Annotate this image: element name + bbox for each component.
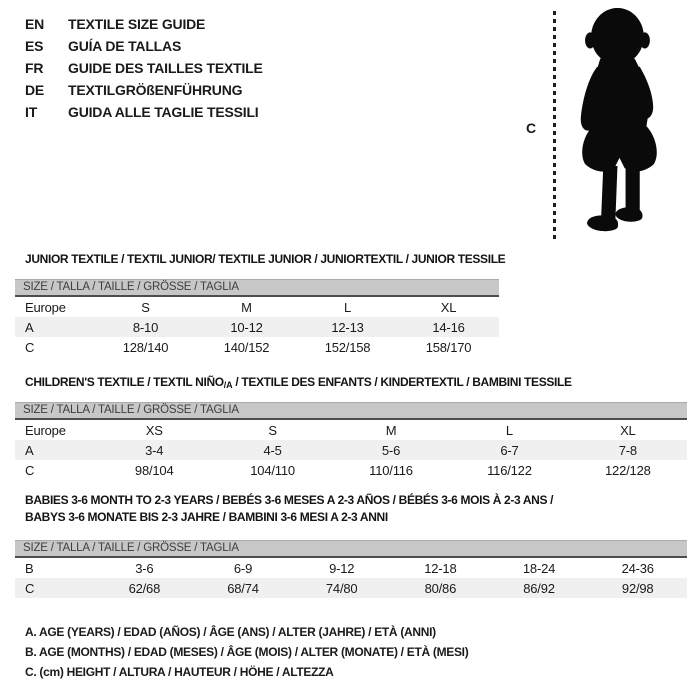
- language-code: DE: [25, 82, 45, 98]
- table-row: [15, 440, 687, 460]
- table-cell: S: [268, 422, 277, 438]
- babies-size-table: [15, 540, 687, 598]
- height-measure-figure: [520, 6, 690, 248]
- table-cell: 92/98: [621, 580, 654, 596]
- legend-line-b: B. AGE (MONTHS) / EDAD (MESES) / ÂGE (MOIS) / ALTER (MONATE) / ETÀ (MESI): [25, 645, 469, 659]
- table-cell: 10-12: [230, 319, 263, 335]
- measure-c-label: C: [526, 120, 537, 136]
- table-cell: 4-5: [263, 442, 282, 458]
- table-cell: 98/104: [134, 462, 174, 478]
- table-cell: 24-36: [621, 560, 654, 576]
- table-row: [15, 460, 687, 480]
- language-title: TEXTILGRÖßENFÜHRUNG: [68, 82, 243, 98]
- language-title: TEXTILE SIZE GUIDE: [68, 16, 206, 32]
- table-cell: XL: [440, 299, 457, 315]
- table-cell: 140/152: [223, 339, 270, 355]
- table-cell: M: [241, 299, 252, 315]
- table-cell: 3-4: [145, 442, 164, 458]
- junior-size-table: [15, 279, 499, 357]
- language-title: GUÍA DE TALLAS: [68, 38, 182, 54]
- section-title-text: / TEXTILE DES ENFANTS / KINDERTEXTIL / BAMBINI TESSILE: [232, 375, 572, 389]
- table-row: [15, 337, 499, 357]
- table-cell: XS: [145, 422, 163, 438]
- table-cell: XL: [620, 422, 636, 438]
- size-header-bar: SIZE / TALLA / TAILLE / GRÖSSE / TAGLIA: [15, 402, 687, 420]
- table-cell: 128/140: [122, 339, 169, 355]
- section-title-children: [25, 375, 572, 389]
- legend-line-c: C. (cm) HEIGHT / ALTURA / HAUTEUR / HÖHE / ALTEZZA: [25, 665, 334, 679]
- table-cell: 5-6: [381, 442, 401, 458]
- table-row: [15, 558, 687, 578]
- table-cell: 12-13: [331, 319, 364, 335]
- baby-silhouette: [564, 6, 676, 244]
- table-row: [15, 578, 687, 598]
- table-cell: 158/170: [425, 339, 472, 355]
- table-cell: 9-12: [329, 560, 355, 576]
- row-label: C: [25, 580, 35, 596]
- row-label: B: [25, 560, 34, 576]
- height-measure-dashed-line: [553, 11, 556, 241]
- table-row: [15, 420, 687, 440]
- table-cell: 6-9: [233, 560, 253, 576]
- table-row: [15, 297, 499, 317]
- list-item: [25, 13, 263, 35]
- row-label: Europe: [25, 422, 66, 438]
- row-label: C: [25, 339, 35, 355]
- table-cell: 152/158: [324, 339, 371, 355]
- table-cell: 12-18: [424, 560, 457, 576]
- size-header-bar: SIZE / TALLA / TAILLE / GRÖSSE / TAGLIA: [15, 540, 687, 558]
- list-item: [25, 35, 263, 57]
- section-title-babies: [25, 492, 553, 526]
- table-cell: 80/86: [424, 580, 457, 596]
- section-title-subscript: /A: [223, 380, 233, 390]
- table-cell: L: [343, 299, 352, 315]
- size-header-bar: SIZE / TALLA / TAILLE / GRÖSSE / TAGLIA: [15, 279, 499, 297]
- table-cell: 110/116: [369, 462, 413, 478]
- row-label: C: [25, 462, 35, 478]
- row-label: A: [25, 442, 34, 458]
- table-cell: 68/74: [227, 580, 259, 596]
- table-cell: 74/80: [325, 580, 358, 596]
- table-cell: 18-24: [522, 560, 556, 576]
- language-code: IT: [25, 104, 38, 120]
- section-title-junior: JUNIOR TEXTILE / TEXTIL JUNIOR/ TEXTILE JUNIOR / JUNIORTEXTIL / JUNIOR TESSILE: [25, 252, 506, 266]
- language-code: ES: [25, 38, 44, 54]
- measure-legend: [25, 622, 468, 682]
- table-cell: M: [385, 422, 397, 438]
- language-code: FR: [25, 60, 44, 76]
- table-cell: 86/92: [523, 580, 555, 596]
- table-cell: 116/122: [487, 462, 532, 478]
- table-cell: 62/68: [128, 580, 161, 596]
- list-item: [25, 101, 263, 123]
- table-cell: 6-7: [500, 442, 519, 458]
- section-title-text: CHILDREN'S TEXTILE / TEXTIL NIÑO: [25, 375, 224, 389]
- language-title-list: [25, 13, 263, 123]
- language-title: GUIDE DES TAILLES TEXTILE: [68, 60, 263, 76]
- legend-line-a: A. AGE (YEARS) / EDAD (AÑOS) / ÂGE (ANS) / ALTER (JAHRE) / ETÀ (ANNI): [25, 625, 436, 639]
- table-cell: S: [141, 299, 150, 315]
- table-cell: 3-6: [135, 560, 154, 576]
- table-row: [15, 317, 499, 337]
- table-cell: 8-10: [132, 319, 159, 335]
- table-cell: 14-16: [432, 319, 465, 335]
- section-title-line1: BABIES 3-6 MONTH TO 2-3 YEARS / BEBÉS 3-6 MESES A 2-3 AÑOS / BÉBÉS 3-6 MOIS À 2-3 ANS /: [25, 493, 554, 507]
- row-label: A: [25, 319, 34, 335]
- language-title: GUIDA ALLE TAGLIE TESSILI: [68, 104, 259, 120]
- table-cell: 104/110: [250, 462, 295, 478]
- table-cell: 7-8: [618, 442, 637, 458]
- language-code: EN: [25, 16, 45, 32]
- row-label: Europe: [25, 299, 66, 315]
- list-item: [25, 79, 263, 101]
- children-size-table: [15, 402, 687, 480]
- table-cell: L: [505, 422, 513, 438]
- table-cell: 122/128: [605, 462, 651, 478]
- list-item: [25, 57, 263, 79]
- section-title-line2: BABYS 3-6 MONATE BIS 2-3 JAHRE / BAMBINI 3-6 MESI A 2-3 ANNI: [25, 510, 388, 524]
